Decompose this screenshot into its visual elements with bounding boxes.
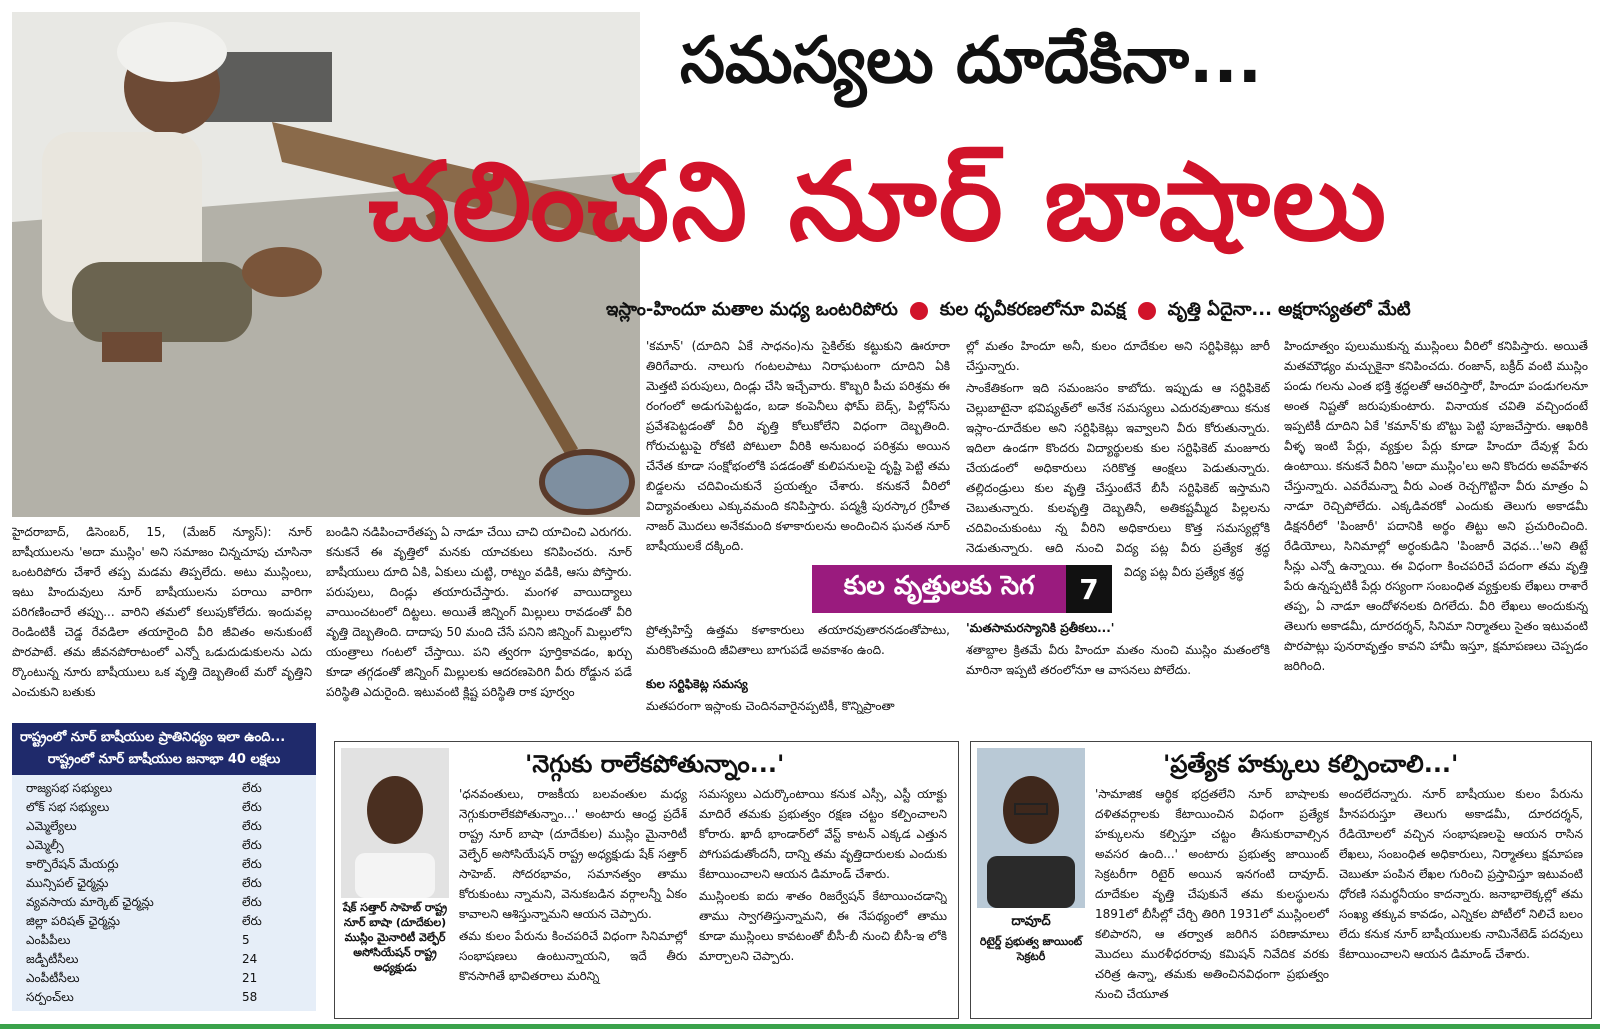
- stats-row: [26, 855, 302, 874]
- stats-value: లేరు: [242, 876, 262, 890]
- stats-row: [26, 893, 302, 912]
- stats-table: [12, 775, 316, 1011]
- stats-row: [26, 988, 302, 1007]
- representation-stats-box: [12, 723, 316, 1018]
- stats-label: లోక్ సభ సభ్యులు: [26, 800, 110, 814]
- portrait-photo: [341, 748, 449, 898]
- article-paragraph: అందలేదన్నారు. నూర్ బాషీయుల కులం పేరును హీనపరుస్తూ తెలుగు అకాడమీ, దూరదర్శన్, రేడియోలలో వచ్చిన సంభాషణలపై ఆయన రాసిన లేఖలు, సంబంధిత అధికారులు, నిర్మాతలు క్షమాపణ చెబుతూ పంపిన లేఖల గురించి ప్రస్తావిస్తూ ఇటువంటి ధోరణి సమర్థనీయం కాదన్నారు. జనాభాలెక్కల్లో తమ సంఖ్య తక్కువ కావడం, ఎన్నికల పోటీలో నిలిచే బలం లేదు కనుక నూర్ బాషీయులకు నామినేటెడ్ పదవులు కేటాయించాలని ఆయన డిమాండ్ చేశారు.: [1339, 787, 1583, 961]
- stats-row: [26, 969, 302, 988]
- article-paragraph: తమ కులం పేరును కించపరిచే విధంగా సినిమాల్లో సంభాషణలు ఉంటున్నాయని, ఇదే తీరు కొనసాగితే భావితరాలు మరిన్ని: [459, 929, 687, 983]
- stats-row: [26, 950, 302, 969]
- stats-label: జడ్పీటీసీలు: [26, 952, 79, 966]
- stats-label: ఎమ్మెల్యేలు: [26, 819, 77, 833]
- stats-value: లేరు: [242, 914, 262, 928]
- article-paragraph: 'కమాన్' (దూదిని ఏకే సాధనం)ను సైకిల్‌కు కట్టుకుని ఊరూరా తిరిగేవారు. నాలుగు గంటలపాటు నిరాఘటంగా దూదిని ఏకి మెత్తటి పరుపులు, దిండ్లు చేసి ఇచ్చేవారు. కొబ్బరి పీచు పరిశ్రమ ఈ రంగంలో అడుగుపెట్టడం, బడా కంపెనీలు ఫోమ్ బెడ్స్, పిల్లోస్‌ను ప్రవేశపెట్టడంతో వీరి వృత్తి కోలుకోలేని విధంగా దెబ్బతింది. గోరుచుట్టుపై రోకటి పోటులా వీరికి అనుబంధ పరిశ్రమ అయిన చేనేత కూడా సంక్షోభంలోకి పడడంతో కులిపనులపై దృష్టి పెట్టి తమ బిడ్డలను చదివించుకునే ప్రయత్నం చేశారు. కనుకనే వీరిలో విద్యావంతులు ఎక్కువమంది కనిపిస్తారు. పద్మశ్రీ పురస్కార గ్రహీత నాజర్ మొదలు అనేకమంది కళాకారులను అందించిన ఘనత నూర్ బాషీయులకే దక్కింది.: [646, 339, 950, 553]
- interview-column: [459, 784, 687, 1014]
- article-paragraph: ప్రోత్సహిస్తే ఉత్తమ కళాకారులు తయారవుతారనడంతోపాటు, మరికొంతమంది జీవితాలు బాగుపడే అవకాశం ఉంది.: [646, 623, 950, 657]
- subhead-3: వృత్తి ఏదైనా... అక్షరాస్యతలో మేటి: [1167, 298, 1411, 320]
- article-paragraph: విద్య పట్ల వీరు ప్రత్యేక శ్రద్ధ: [1124, 565, 1244, 579]
- article-paragraph: 'సామాజిక ఆర్థిక భద్రతలేని నూర్ బాషాలకు దళితవర్గాలకు కేటాయించిన విధంగా ప్రత్యేక హక్కులను కల్పిస్తూ చట్టం తీసుకురావాల్సిన అవసర ఉంది...' అంటారు ప్రభుత్వ జాయింట్ సెక్రటరీగా రిటైర్ అయిన ఇనగంటి దావూద్. దూదేకుల వృత్తి చేపుకునే తమ కులస్థులను 1891లో బీసీల్లో చేర్చి తిరిగి 1931లో ముస్లింలలో కలిపారని, ఆ తర్వాత జరిగిన పరిణామాలు మొదలు మురళీధరరావు కమిషన్ నివేదిక వరకు చరిత్ర ఉన్నా, తమకు అతించినవిధంగా ప్రభుత్వం నుంచి చేయూత: [1095, 787, 1329, 1001]
- article-paragraph: హిందూత్వం పులుముకున్న ముస్లింలు వీరిలో కనిపిస్తారు. అయితే మతమౌఢ్యం మచ్చుకైనా కనిపించదు. రంజాన్, బక్రీద్ వంటి ముస్లిం పండు గలను ఎంత భక్తి శ్రద్ధలతో ఆచరిస్తారో, హిందూ పండుగలనూ అంత నిష్టతో జరుపుకుంటారు. వినాయక చవితి వచ్చిందంటే ఇప్పటికీ దూదిని ఏకే 'కమాన్'కు బొట్టు పెట్టి పూజచేస్తారు. ఆఖరికి వీళ్ళ ఇంటి పేర్లు, వ్యక్తుల పేర్లు కూడా హిందూ దేవుళ్ల పేరు ఉంటాయి. కనుకనే వీరిని 'అదా ముస్లిం'లు అని కొందరు అవహేళన చేస్తున్నారు. ఎవరేమన్నా వీరు ఎంత రెచ్చగొట్టినా వీరు మాత్రం ఏ నాడూ రెచ్చిపోలేదు. ఎక్కడివరకో ఎందుకు తెలుగు అకాడమీ డిక్షనరీలో 'పింజారీ' పదానికి అర్థం తిట్టు అని ప్రచురించింది. రేడియోలు, సినిమాల్లో అర్ధంకుడిని 'పింజారీ వెధవ...'అని తిట్టే సీన్లు ఎన్నో ఉన్నాయి. ఈ విధంగా కించపరిచే పదంగా తమ వృత్తి పేరు ఉన్నప్పటికీ పేర్లు రస్యంగా సంబంధిత వ్యక్తులకు లేఖలు రాశారే తప్ప, ఏ నాడూ ఆందోళనలకు దిగలేదు. వీరి లేఖలు అందుకున్న తెలుగు అకాడమీ, దూరదర్శన్, సినిమా నిర్మాతలు సైతం ఇటువంటి పొరపాట్లు పునరావృత్తం కావని హామీ ఇస్తూ, క్షమాపణలు చెప్పడం జరిగింది.: [1284, 339, 1588, 673]
- subhead-1: ఇస్లాం-హిందూ మతాల మధ్య ఒంటరిపోరు: [606, 298, 898, 320]
- portrait-photo: [977, 748, 1085, 908]
- subhead-strip: [606, 296, 1596, 326]
- article-column-4-upper: [966, 336, 1270, 560]
- stats-label: ఎమ్మెల్సీ: [26, 838, 64, 852]
- article-column-4-side: [1124, 562, 1270, 614]
- article-subheading: కుల సర్టిఫికెట్ల సమస్య: [646, 677, 748, 691]
- article-column-5: [1284, 336, 1588, 718]
- article-paragraph: సమస్యలు ఎదుర్కొంటాయి కనుక ఎస్సీ, ఎస్టీ యాక్టు మాదిరే తమకు ప్రభుత్వం రక్షణ చట్టం కల్పించాలని కోరారు. ఖాదీ భాండార్‌లో వేస్ట్ కాటన్ ఎక్కడ ఎత్తున పోగుపడుతోందనీ, దాన్ని తమ వృత్తిదారులకు ఎందుకు కేటాయించాలని ఆయన డిమాండ్ చేశారు.: [699, 787, 947, 881]
- article-column-3-lower: [646, 674, 950, 718]
- stats-label: కార్పొరేషన్ మేయర్లు: [26, 857, 119, 871]
- bullet-dot-icon: [1138, 302, 1156, 320]
- stats-value: లేరు: [242, 857, 262, 871]
- stats-label: రాజ్యసభ సభ్యులు: [26, 781, 113, 795]
- stats-row: [26, 779, 302, 798]
- stats-row: [26, 836, 302, 855]
- stats-label: ఎంపీటీసీలు: [26, 971, 80, 985]
- stats-value: 24: [242, 952, 258, 966]
- series-banner-title: కుల వృత్తులకు సెగ: [843, 571, 1035, 601]
- interview-title: 'ప్రత్యేక హక్కులు కల్పించాలి...': [1163, 750, 1459, 778]
- series-banner: [812, 565, 1112, 613]
- article-column-4-lower: [966, 618, 1270, 718]
- stats-row: [26, 912, 302, 931]
- stats-value: లేరు: [242, 895, 262, 909]
- stats-row: [26, 931, 302, 950]
- headline-line2: చలించని నూర్ బాషాలు: [368, 140, 1388, 265]
- article-subheading: 'మతసామరస్యానికి ప్రతీకలు...': [966, 621, 1115, 635]
- footer-rule: [0, 1024, 1600, 1029]
- article-paragraph: హైదరాబాద్, డిసెంబర్, 15, (మేజర్ న్యూస్): నూర్ బాషీయులను 'అదా ముస్లిం' అని సమాజం చిన్నచూపు చూసినా ఒంటరిపోరు చేశారే తప్ప మడమ తిప్పలేదు. అటు ముస్లింలు, ఇటు హిందువులు నూర్ బాషీయులను పరాయి వారిగా పరిగణించారే తప్పు... వారిని తమలో కలుపుకోలేదు. ఇందువల్ల రెండింటికీ చెడ్డ రేవడిలా తయారైంది వీరి జీవితం అనుకుంటే పొరపాటే. తమ జీవనపోరాటంలో ఎన్నో ఒడుదుడుకులను ఎదు ర్కొంటున్న నూరు బాషీయులు ఒక వృత్తి దెబ్బతింటే మరో వృత్తిని ఎంచుకుని బతుకు: [12, 525, 312, 699]
- stats-label: ఎంపీపీలు: [26, 933, 71, 947]
- portrait-caption-name: దావూద్: [1011, 914, 1051, 929]
- stats-label: మున్సిపల్ ఛైర్మన్లు: [26, 876, 109, 890]
- subhead-2: కుల ధృవీకరణలోనూ వివక్ష: [939, 298, 1126, 320]
- stats-header: [12, 723, 316, 775]
- stats-row: [26, 798, 302, 817]
- article-paragraph: 'ధనవంతులు, రాజకీయ బలవంతుల మధ్య నెగ్గుకురాలేకపోతున్నాం...' అంటారు ఆంధ్ర ప్రదేశ్ రాష్ట్ర నూర్ బాషా (దూదేకుల) ముస్లిం మైనారిటీ వెల్ఫేర్ అసోసియేషన్ రాష్ట్ర అధ్యక్షుడు షేక్ సత్తార్ సాహెబ్. సోదరభావం, సమానత్వం తాము కోరుకుంటు న్నామని, వెనుకబడిన వర్గాలన్నీ ఏకం కావాలని ఆశిస్తున్నామని ఆయన చెప్పారు.: [459, 787, 687, 921]
- article-column-3-mid: [646, 620, 950, 670]
- stats-label: సర్పంచ్‌లు: [26, 990, 74, 1004]
- stats-row: [26, 874, 302, 893]
- article-paragraph: ల్లో మతం హిందూ అనీ, కులం దూదేకుల అని సర్టిఫికెట్లు జారీ చేస్తున్నారు.: [966, 339, 1270, 373]
- article-column-2: [326, 522, 632, 718]
- stats-subheading: రాష్ట్రంలో నూర్ బాషీయుల జనాభా 40 లక్షలు: [47, 752, 281, 767]
- interview-column: [1339, 784, 1583, 1014]
- interview-column: [1095, 784, 1329, 1014]
- stats-value: లేరు: [242, 781, 262, 795]
- stats-value: 5: [242, 933, 250, 947]
- stats-value: 21: [242, 971, 258, 985]
- headline-line1: సమస్యలు దూదేకినా...: [680, 24, 1262, 98]
- stats-label: వ్యవసాయ మార్కెట్ ఛైర్మన్లు: [26, 895, 154, 909]
- stats-heading: రాష్ట్రంలో నూర్ బాషీయుల ప్రాతినిధ్యం ఇలా ఉంది...: [20, 730, 286, 745]
- stats-value: లేరు: [242, 800, 262, 814]
- article-paragraph: బండిని నడిపించారేతప్ప ఏ నాడూ చేయి చాచి యాచించి ఎరుగరు. కనుకనే ఈ వృత్తిలో మనకు యాచకులు కనిపించరు. నూర్ బాషీయులు దూది ఏకి, ఏకులు చుట్టి, రాట్నం వడికి, ఆసు పోస్తారు. పరుపులు, దిండ్లు తయారుచేస్తారు. మంగళ వాయిద్యాలు వాయించటంలో దిట్టలు. అయితే జిన్నింగ్ మిల్లులు రావడంతో వీరి వృత్తి దెబ్బతింది. దాదాపు 50 మంది చేసే పనిని జిన్నింగ్ మిల్లులోని యంత్రాలు గంటలో చేస్తాయి. పని త్వరగా పూర్తికావడం, ఖర్చు కూడా తగ్గడంతో జిన్నింగ్ మిల్లులకు ఆదరణపెరిగి వీరు రోడ్డున పడే పరిస్థితి ఎదురైంది. ఇటువంటి క్లిష్ట పరిస్థితి రాక పూర్వం: [326, 525, 632, 699]
- interview-box-right: [970, 741, 1592, 1019]
- stats-row: [26, 817, 302, 836]
- stats-value: లేరు: [242, 819, 262, 833]
- stats-value: లేరు: [242, 838, 262, 852]
- portrait-caption: షేక్ సత్తార్ సాహెబ్ రాష్ట్ర నూర్ బాషా (దూదేకుల) ముస్లిం మైనారిటీ వెల్ఫేర్ అసోసియేషన్ రాష్ట్ర అధ్యక్షుడు: [342, 901, 448, 974]
- article-paragraph: శతాబ్దాల క్రితమే వీరు హిందూ మతం నుంచి ముస్లిం మతంలోకి మారినా ఇప్పటి తరంలోనూ ఆ వాసనలు పోలేదు.: [966, 643, 1270, 677]
- article-paragraph: మతపరంగా ఇస్లాంకు చెందినవారైనప్పటికీ, కొన్నిప్రాంతా: [646, 699, 895, 713]
- stats-label: జిల్లా పరిషత్ ఛైర్మన్లు: [26, 914, 120, 928]
- interview-box-left: [334, 741, 959, 1019]
- bullet-dot-icon: [910, 302, 928, 320]
- article-paragraph: సాంకేతికంగా ఇది సమంజసం కాబోదు. ఇప్పుడు ఆ సర్టిఫికెట్ చెల్లుబాటైనా భవిష్యత్‌లో అనేక సమస్యలు ఎదురవుతాయి కనుక ఇస్లాం-దూదేకుల అని సర్టిఫికెట్లు ఇవ్వాలని వీరు కోరుతున్నారు. ఇదిలా ఉండగా కొందరు విద్యార్థులకు కుల సర్టిఫికెట్ మంజూరు చేయడంలో అధికారులు సరికొత్త ఆంక్షలు పెడుతున్నారు. తల్లిదండ్రులు కుల వృత్తి చేస్తుంటేనే బీసీ సర్టిఫికెట్ ఇస్తామని చెబుతున్నారు. కులవృత్తి దెబ్బతినీ, అతికష్టమ్మీద పిల్లలను చదివించుకుంటు న్న వీరిని అధికారులు కొత్త సమస్యల్లోకి నెడుతున్నారు. ఆది నుంచి విద్య పట్ల వీరు ప్రత్యేక శ్రద్ధ: [966, 381, 1270, 555]
- interview-column: [699, 784, 947, 1014]
- series-number: 7: [1066, 565, 1112, 613]
- article-column-3-upper: [646, 336, 950, 560]
- interview-title: 'నెగ్గుకు రాలేకపోతున్నాం...': [525, 750, 785, 778]
- portrait-caption-role: రిటైర్డ్ ప్రభుత్వ జాయింట్ సెక్రటరీ: [979, 935, 1083, 963]
- stats-value: 58: [242, 990, 258, 1004]
- article-column-1: [12, 522, 312, 718]
- article-paragraph: ముస్లింలకు ఐదు శాతం రిజర్వేషన్ కేటాయించడాన్ని తాము స్వాగతిస్తున్నామని, ఈ నేపథ్యంలో తాము కూడా ముస్లింలు కావటంతో బీసీ-బీ నుంచి బీసీ-ఇ లోకి మార్చాలని చెప్పారు.: [699, 889, 947, 963]
